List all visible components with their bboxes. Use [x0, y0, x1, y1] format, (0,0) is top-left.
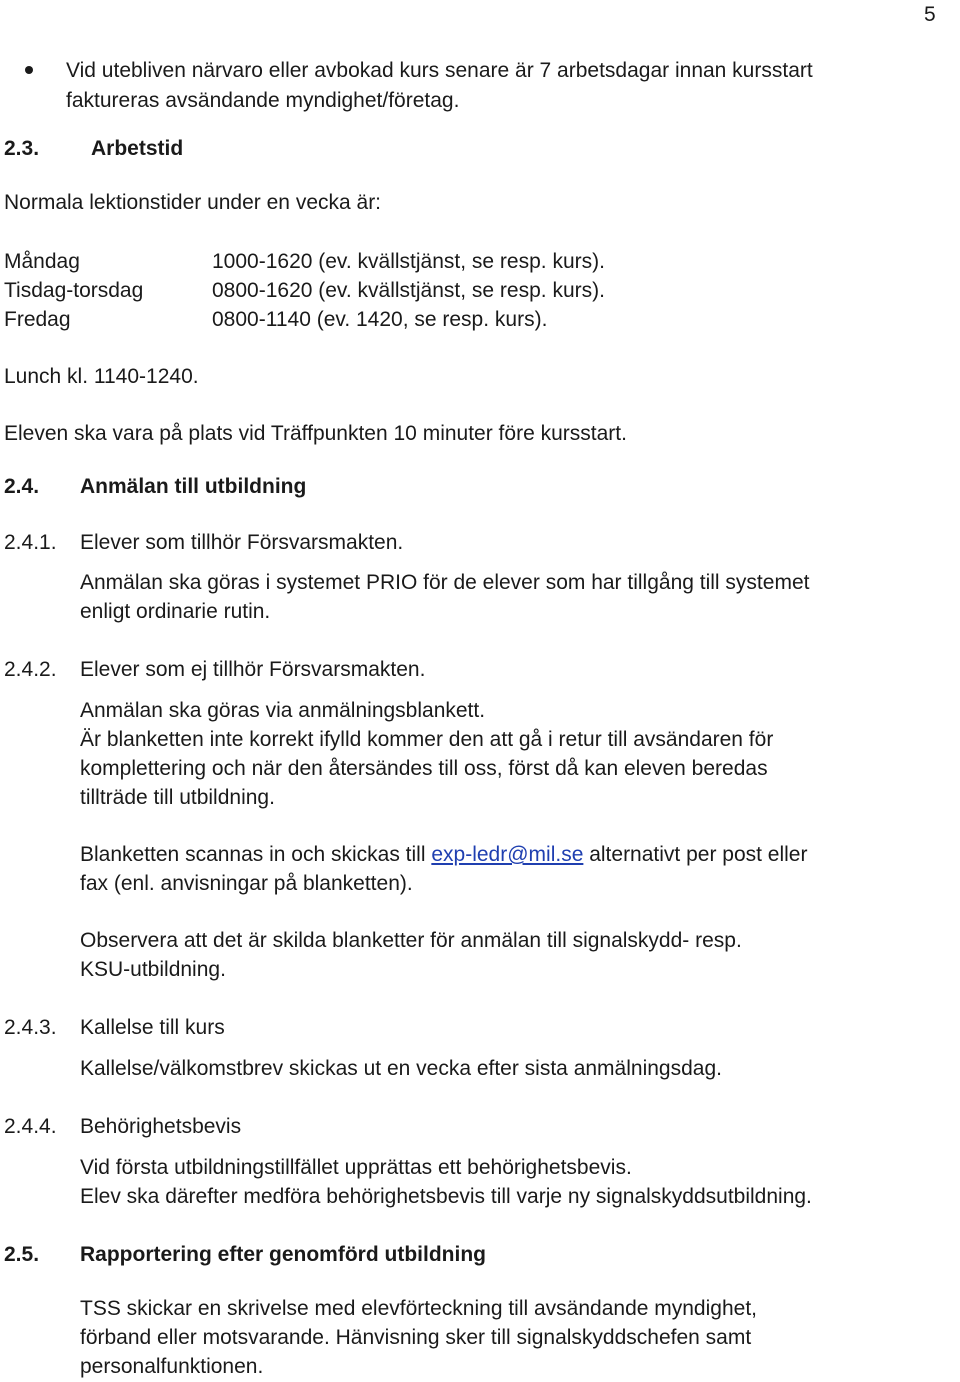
section-2-4-4-number: 2.4.4.	[4, 1115, 57, 1138]
arrival-note: Eleven ska vara på plats vid Träffpunkten 10 minuter före kursstart.	[4, 422, 627, 445]
paragraph-line: tillträde till utbildning.	[80, 786, 275, 809]
section-2-5-heading: Rapportering efter genomförd utbildning	[80, 1243, 486, 1266]
paragraph-line: Anmälan ska göras via anmälningsblankett.	[80, 699, 486, 722]
section-2-4-1-number: 2.4.1.	[4, 531, 57, 554]
page-number: 5	[924, 3, 936, 26]
section-2-3-heading: Arbetstid	[91, 137, 184, 160]
section-2-4-3-number: 2.4.3.	[4, 1016, 57, 1039]
bullet-icon	[25, 66, 33, 74]
schedule-day: Tisdag-torsdag	[4, 279, 144, 302]
paragraph-line: fax (enl. anvisningar på blanketten).	[80, 872, 413, 895]
section-2-5-number: 2.5.	[4, 1243, 40, 1266]
paragraph-text: alternativt per post eller	[583, 843, 808, 866]
section-2-4-number: 2.4.	[4, 475, 40, 498]
lunch-time: Lunch kl. 1140-1240.	[4, 365, 199, 388]
section-2-4-heading: Anmälan till utbildning	[80, 475, 307, 498]
section-2-4-4-heading: Behörighetsbevis	[80, 1115, 242, 1138]
paragraph-line: Observera att det är skilda blanketter för anmälan till signalskydd- resp.	[80, 929, 742, 952]
paragraph-line: personalfunktionen.	[80, 1355, 264, 1378]
paragraph-line: Elev ska därefter medföra behörighetsbevis till varje ny signalskyddsutbildning.	[80, 1185, 812, 1208]
section-2-4-2-heading: Elever som ej tillhör Försvarsmakten.	[80, 658, 426, 681]
paragraph-line	[80, 840, 807, 869]
section-2-4-3-heading: Kallelse till kurs	[80, 1016, 225, 1039]
paragraph-text: Blanketten scannas in och skickas till	[80, 843, 432, 866]
schedule-day: Måndag	[4, 250, 80, 273]
paragraph-line: Anmälan ska göras i systemet PRIO för de elever som har tillgång till systemet	[80, 571, 810, 594]
schedule-day: Fredag	[4, 308, 71, 331]
paragraph-line: Kallelse/välkomstbrev skickas ut en vecka efter sista anmälningsdag.	[80, 1057, 722, 1080]
paragraph-line: KSU-utbildning.	[80, 958, 226, 981]
paragraph-line: Vid första utbildningstillfället upprättas ett behörighetsbevis.	[80, 1156, 632, 1179]
paragraph-line: Är blanketten inte korrekt ifylld kommer den att gå i retur till avsändaren för	[80, 728, 774, 751]
schedule-intro: Normala lektionstider under en vecka är:	[4, 191, 382, 214]
schedule-time: 0800-1140 (ev. 1420, se resp. kurs).	[212, 308, 548, 331]
schedule-time: 1000-1620 (ev. kvällstjänst, se resp. kurs).	[212, 250, 605, 273]
section-2-4-2-number: 2.4.2.	[4, 658, 57, 681]
section-2-4-1-heading: Elever som tillhör Försvarsmakten.	[80, 531, 404, 554]
paragraph-line: förband eller motsvarande. Hänvisning sker till signalskyddschefen samt	[80, 1326, 752, 1349]
email-link[interactable]: exp-ledr@mil.se	[431, 843, 584, 866]
section-2-3-number: 2.3.	[4, 137, 40, 160]
bullet-text-line-2: faktureras avsändande myndighet/företag.	[66, 89, 460, 112]
paragraph-line: enligt ordinarie rutin.	[80, 600, 271, 623]
schedule-time: 0800-1620 (ev. kvällstjänst, se resp. kurs).	[212, 279, 605, 302]
paragraph-line: komplettering och när den återsändes till oss, först då kan eleven beredas	[80, 757, 768, 780]
paragraph-line: TSS skickar en skrivelse med elevförteckning till avsändande myndighet,	[80, 1297, 757, 1320]
bullet-text-line-1: Vid utebliven närvaro eller avbokad kurs senare är 7 arbetsdagar innan kursstart	[66, 59, 813, 82]
